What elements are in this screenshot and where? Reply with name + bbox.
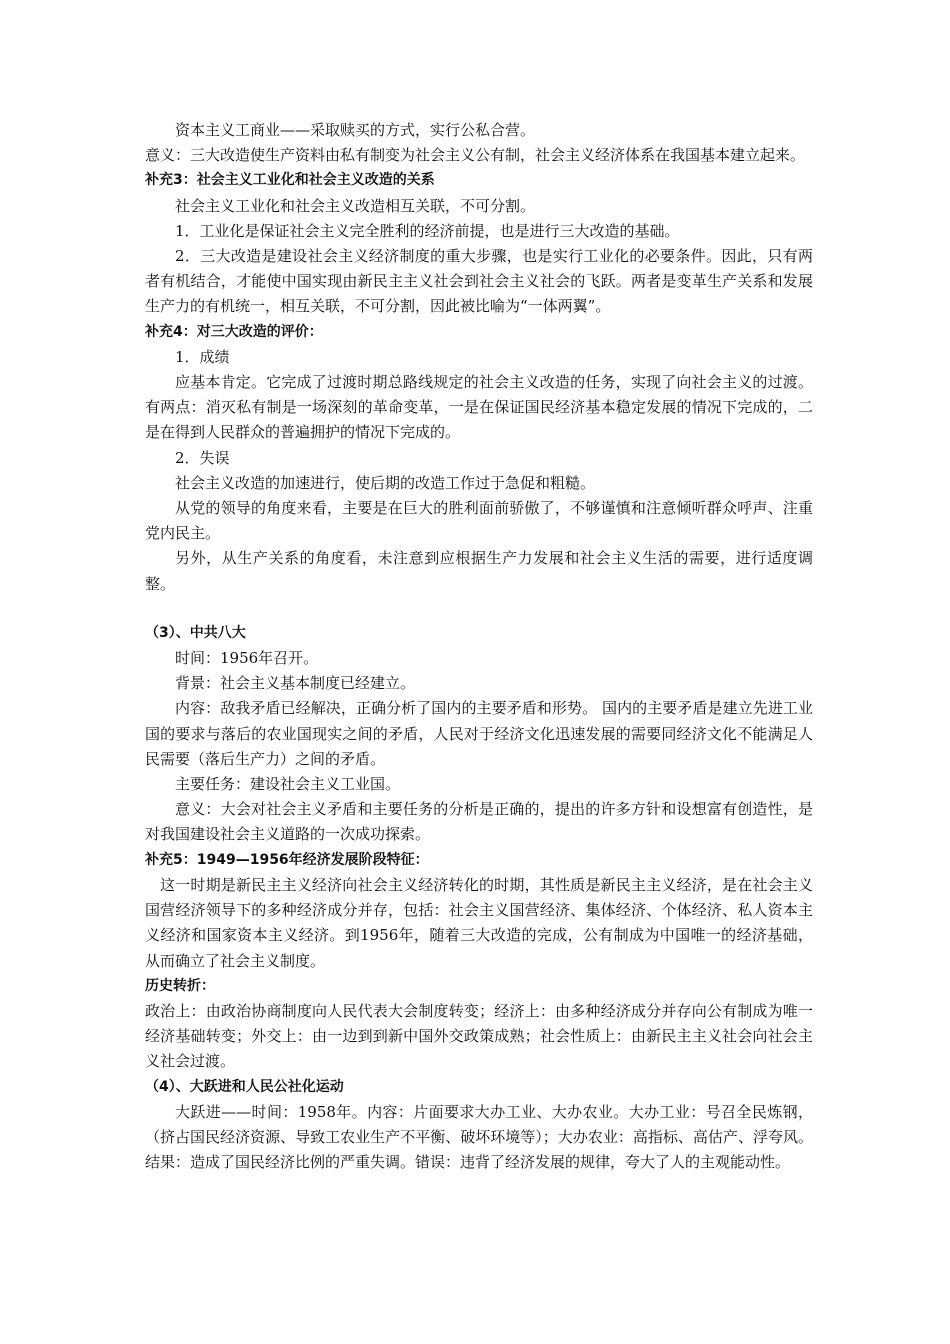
blank-line — [145, 597, 813, 621]
section-heading: 补充3：社会主义工业化和社会主义改造的关系 — [145, 172, 435, 189]
paragraph: 2．失误 — [175, 448, 230, 467]
document-body — [145, 118, 813, 1175]
section-heading: 补充4：对三大改造的评价： — [145, 323, 323, 340]
section-heading: 历史转折： — [145, 977, 215, 994]
paragraph: 从党的领导的角度来看，主要是在巨大的胜利面前骄傲了，不够谨慎和注意倾听群众呼声、注重党内民主。 — [145, 499, 813, 543]
section-heading: 补充5：1949—1956年经济发展阶段特征： — [145, 851, 429, 868]
paragraph: 2．三大改造是建设社会主义经济制度的重大步骤，也是实行工业化的必要条件。因此，只有两者有机结合，才能使中国实现由新民主主义社会到社会主义社会的飞跃。两者是变革生产关系和发展生产力的有机统一，相互关联，不可分割，因此被比喻为“一体两翼”。 — [145, 247, 813, 316]
paragraph: 社会主义改造的加速进行，使后期的改造工作过于急促和粗糙。 — [175, 473, 596, 492]
paragraph: 政治上：由政治协商制度向人民代表大会制度转变；经济上：由多种经济成分并存向公有制成为唯一经济基础转变；外交上：由一边到到新中国外交政策成熟；社会性质上：由新民主主义社会向社会主义社会过渡。 — [145, 1001, 813, 1071]
section-heading: （3）、中共八大 — [145, 624, 246, 641]
paragraph: 时间：1956年召开。 — [175, 649, 319, 668]
paragraph: 内容：敌我矛盾已经解决，正确分析了国内的主要矛盾和形势。 国内的主要矛盾是建立先进工业国的要求与落后的农业国现实之间的矛盾，人民对于经济文化迅速发展的需要同经济文化不能满足人民需要（落后生产力）之间的矛盾。 — [145, 699, 813, 768]
paragraph: 社会主义工业化和社会主义改造相互关联，不可分割。 — [175, 196, 536, 215]
section-heading: （4）、大跃进和人民公社化运动 — [145, 1078, 344, 1095]
paragraph: 应基本肯定。它完成了过渡时期总路线规定的社会主义改造的任务，实现了向社会主义的过渡。有两点：消灭私有制是一场深刻的革命变革，一是在保证国民经济基本稳定发展的情况下完成的，二是在得到人民群众的普遍拥护的情况下完成的。 — [145, 373, 813, 442]
paragraph: 大跃进——时间：1958年。内容：片面要求大办工业、大办农业。大办工业：号召全民炼钢，（挤占国民经济资源、导致工农业生产不平衡、破坏环境等）；大办农业：高指标、高估产、浮夸风。结果：造成了国民经济比例的严重失调。错误：违背了经济发展的规律，夸大了人的主观能动性。 — [145, 1102, 813, 1172]
paragraph: 1．工业化是保证社会主义完全胜利的经济前提，也是进行三大改造的基础。 — [175, 221, 680, 240]
paragraph: 意义：三大改造使生产资料由私有制变为社会主义公有制，社会主义经济体系在我国基本建立起来。 — [145, 146, 806, 165]
paragraph: 意义：大会对社会主义矛盾和主要任务的分析是正确的，提出的许多方针和设想富有创造性，是对我国建设社会主义道路的一次成功探索。 — [145, 800, 813, 844]
paragraph: 主要任务：建设社会主义工业国。 — [175, 775, 401, 794]
paragraph: 资本主义工商业——采取赎买的方式，实行公私合营。 — [175, 121, 536, 139]
paragraph: 1．成绩 — [175, 347, 230, 366]
paragraph: 这一时期是新民主主义经济向社会主义经济转化的时期，其性质是新民主主义经济，是在社会主义国营经济领导下的多种经济成分并存，包括：社会主义国营经济、集体经济、个体经济、私人资本主义经济和国家资本主义经济。到1956年，随着三大改造的完成，公有制成为中国唯一的经济基础，从而确立了社会主义制度。 — [145, 875, 813, 970]
paragraph: 另外，从生产关系的角度看，未注意到应根据生产力发展和社会主义生活的需要，进行适度调整。 — [145, 549, 813, 593]
paragraph: 背景：社会主义基本制度已经建立。 — [175, 674, 416, 693]
